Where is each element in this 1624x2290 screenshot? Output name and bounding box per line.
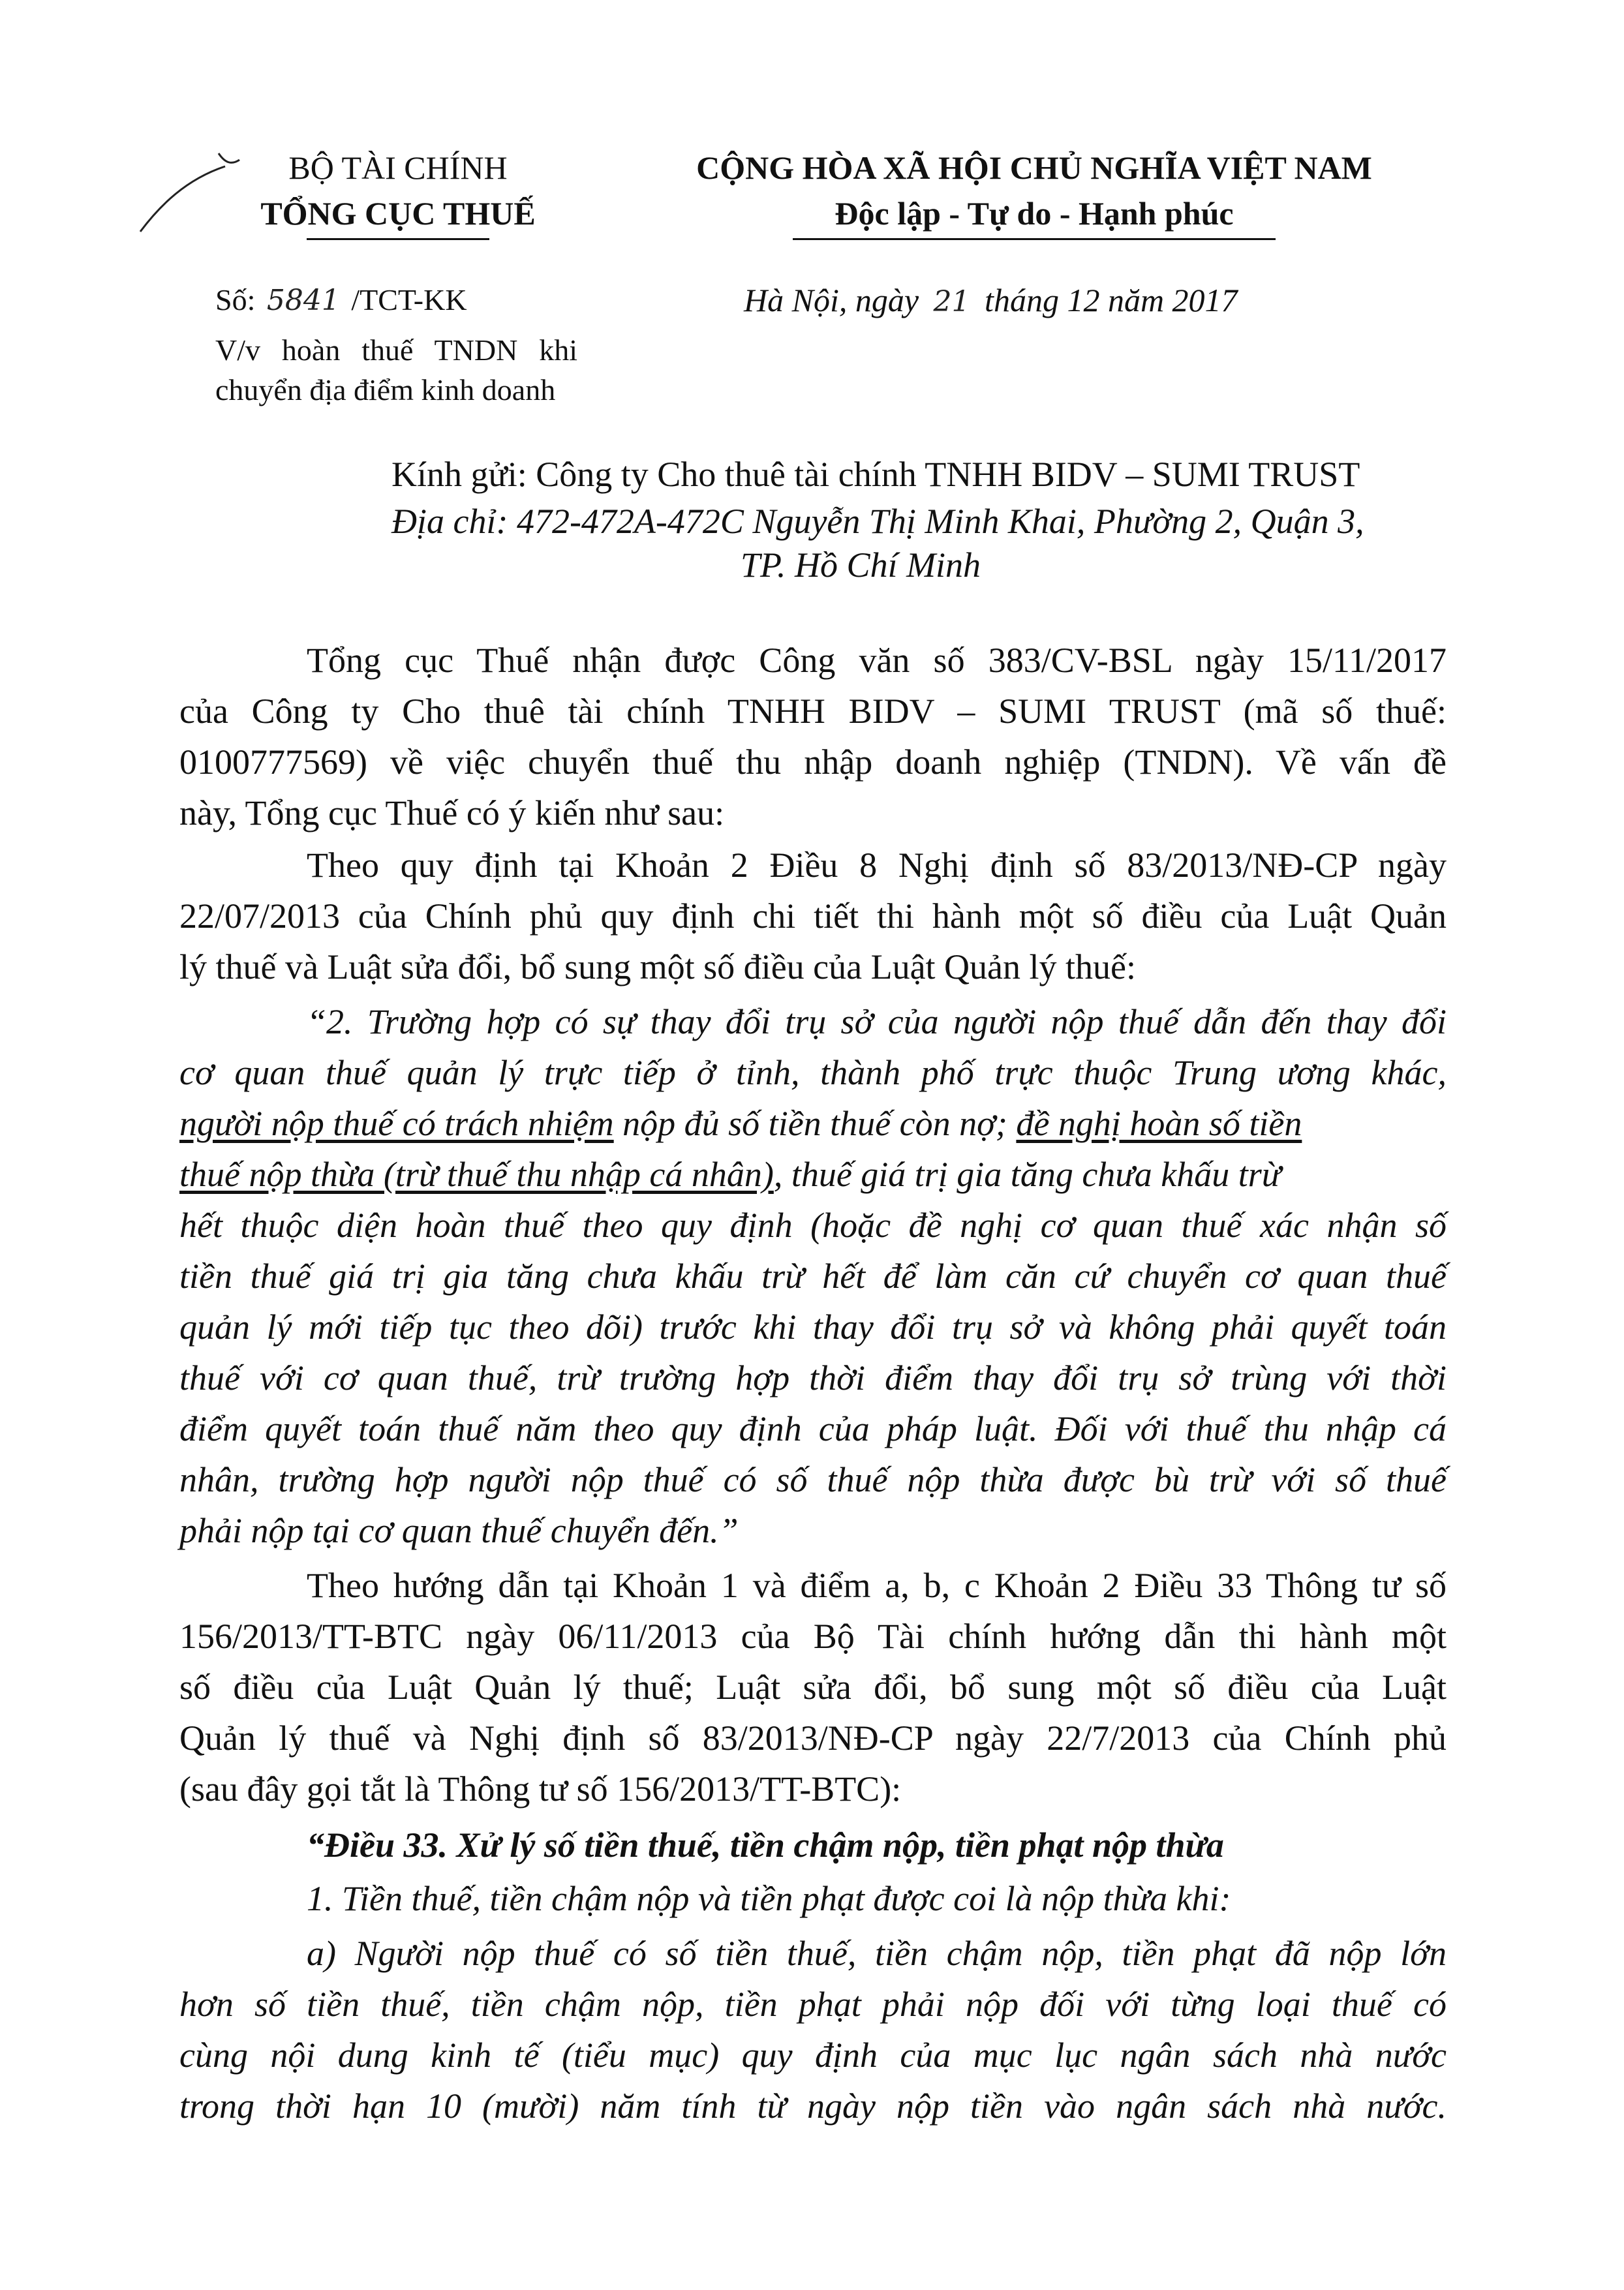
country-title: CỘNG HÒA XÃ HỘI CHỦ NGHĨA VIỆT NAM <box>696 149 1372 186</box>
article-33-point-a-line-2: hơn số tiền thuế, tiền chậm nộp, tiền phạt phải nộp đối với từng loại thuế có <box>179 1985 1447 2024</box>
recipient-address-line-2: TP. Hồ Chí Minh <box>741 545 981 585</box>
document-number-handwritten: 5841 <box>266 284 340 317</box>
document-number-code: /TCT-KK <box>351 283 467 316</box>
header-right-underline <box>793 238 1276 240</box>
quote-1-line-7: quản lý mới tiếp tục theo dõi) trước khi thay đổi trụ sở và không phải quyết toán <box>179 1307 1447 1347</box>
quote-1-underlined-refund-end: thuế nộp thừa (trừ thuế thu nhập cá nhân) <box>179 1155 774 1194</box>
article-33-item-1: 1. Tiền thuế, tiền chậm nộp và tiền phạt được coi là nộp thừa khi: <box>307 1879 1231 1918</box>
paragraph-2-line-3: lý thuế và Luật sửa đổi, bổ sung một số điều của Luật Quản lý thuế: <box>179 947 1136 986</box>
date-prefix: Hà Nội, ngày <box>744 282 919 318</box>
quote-1-line-4-rest: , thuế giá trị gia tăng chưa khấu trừ <box>773 1155 1281 1194</box>
article-33-point-a-line-1: a) Người nộp thuế có số tiền thuế, tiền chậm nộp, tiền phạt đã nộp lớn <box>307 1934 1447 1973</box>
paragraph-1-line-2: của Công ty Cho thuê tài chính TNHH BIDV – SUMI TRUST (mã số thuế: <box>179 692 1447 731</box>
quote-1-line-4 <box>179 1154 1447 1195</box>
article-33-point-a-line-3: cùng nội dung kinh tế (tiểu mục) quy định của mục lục ngân sách nhà nước <box>179 2036 1447 2075</box>
country-motto: Độc lập - Tự do - Hạnh phúc <box>835 195 1234 232</box>
quote-1-underlined-refund-start: đề nghị hoàn số tiền <box>1016 1104 1302 1143</box>
article-33-title: “Điều 33. Xử lý số tiền thuế, tiền chậm nộp, tiền phạt nộp thừa <box>307 1825 1224 1865</box>
department-name: TỔNG CỤC THUẾ <box>260 195 536 232</box>
header-left-underline <box>307 238 489 240</box>
subject-line-2: chuyển địa điểm kinh doanh <box>215 373 556 406</box>
paragraph-3-line-2: 156/2013/TT-BTC ngày 06/11/2013 của Bộ Tài chính hướng dẫn thi hành một <box>179 1617 1447 1656</box>
paragraph-1-line-3: 0100777569) về việc chuyển thuế thu nhập doanh nghiệp (TNDN). Về vấn đề <box>179 742 1447 782</box>
paragraph-3-line-4: Quản lý thuế và Nghị định số 83/2013/NĐ-CP ngày 22/7/2013 của Chính phủ <box>179 1718 1447 1758</box>
quote-1-line-2: cơ quan thuế quản lý trực tiếp ở tỉnh, thành phố trực thuộc Trung ương khác, <box>179 1053 1447 1092</box>
paragraph-2-line-2: 22/07/2013 của Chính phủ quy định chi tiết thi hành một số điều của Luật Quản <box>179 896 1447 936</box>
date-line <box>744 279 1238 323</box>
paragraph-3-line-3: số điều của Luật Quản lý thuế; Luật sửa đổi, bổ sung một số điều của Luật <box>179 1668 1447 1707</box>
quote-1-underlined-responsibility: người nộp thuế có trách nhiệm <box>179 1104 614 1143</box>
quote-1-line-11: phải nộp tại cơ quan thuế chuyển đến.” <box>179 1511 739 1550</box>
subject-line-1: V/v hoàn thuế TNDN khi <box>215 333 577 367</box>
date-day-handwritten: 21 <box>933 285 970 318</box>
quote-1-line-9: điểm quyết toán thuế năm theo quy định của pháp luật. Đối với thuế thu nhập cá <box>179 1409 1447 1448</box>
paragraph-1-line-1: Tổng cục Thuế nhận được Công văn số 383/CV-BSL ngày 15/11/2017 <box>307 641 1447 680</box>
ministry-name: BỘ TÀI CHÍNH <box>288 149 508 186</box>
quote-1-line-5: hết thuộc diện hoàn thuế theo quy định (hoặc đề nghị cơ quan thuế xác nhận số <box>179 1206 1447 1245</box>
quote-1-line-3 <box>179 1103 1447 1144</box>
article-33-point-a-line-4: trong thời hạn 10 (mười) năm tính từ ngày nộp tiền vào ngân sách nhà nước. <box>179 2086 1447 2126</box>
quote-1-line-3-middle: nộp đủ số tiền thuế còn nợ; <box>613 1104 1017 1143</box>
recipient-line: Kính gửi: Công ty Cho thuê tài chính TNHH BIDV – SUMI TRUST <box>391 455 1360 494</box>
document-number-label: Số: <box>215 283 256 316</box>
quote-1-line-6: tiền thuế giá trị gia tăng chưa khấu trừ hết để làm căn cứ chuyển cơ quan thuế <box>179 1257 1447 1296</box>
quote-1-line-10: nhân, trường hợp người nộp thuế có số thuế nộp thừa được bù trừ với số thuế <box>179 1460 1447 1499</box>
quote-1-line-8: thuế với cơ quan thuế, trừ trường hợp thời điểm thay đổi trụ sở trùng với thời <box>179 1358 1447 1397</box>
recipient-address-line-1: Địa chỉ: 472-472A-472C Nguyễn Thị Minh Khai, Phường 2, Quận 3, <box>391 502 1364 541</box>
paragraph-3-line-5: (sau đây gọi tắt là Thông tư số 156/2013/TT-BTC): <box>179 1769 902 1809</box>
document-number-line <box>215 279 467 322</box>
paragraph-2-line-1: Theo quy định tại Khoản 2 Điều 8 Nghị định số 83/2013/NĐ-CP ngày <box>307 846 1447 885</box>
paragraph-1-line-4: này, Tổng cục Thuế có ý kiến như sau: <box>179 793 725 832</box>
quote-1-line-1: “2. Trường hợp có sự thay đổi trụ sở của người nộp thuế dẫn đến thay đổi <box>307 1002 1447 1041</box>
date-suffix: tháng 12 năm 2017 <box>985 282 1238 318</box>
paragraph-3-line-1: Theo hướng dẫn tại Khoản 1 và điểm a, b, c Khoản 2 Điều 33 Thông tư số <box>307 1566 1447 1605</box>
